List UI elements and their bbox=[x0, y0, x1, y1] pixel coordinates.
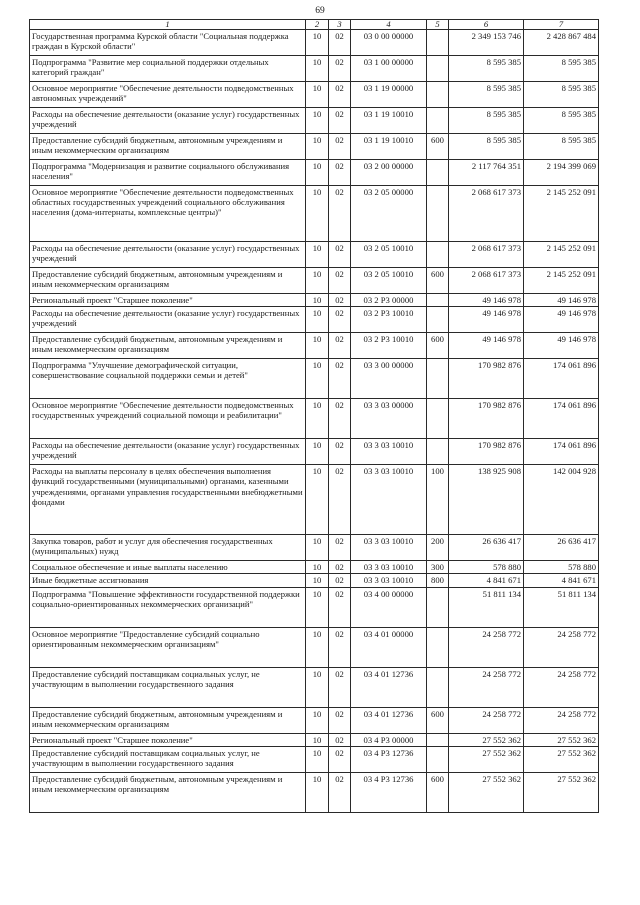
row-amount-year1: 24 258 772 bbox=[449, 707, 524, 733]
row-section: 10 bbox=[306, 134, 329, 160]
row-expense-type: 600 bbox=[427, 268, 449, 294]
table-row bbox=[30, 399, 599, 439]
row-section: 10 bbox=[306, 333, 329, 359]
row-name: Расходы на обеспечение деятельности (оказание услуг) государственных учреждений bbox=[30, 307, 306, 333]
row-target-article: 03 4 01 00000 bbox=[351, 627, 427, 667]
row-expense-type bbox=[427, 439, 449, 465]
row-subsection: 02 bbox=[329, 108, 351, 134]
table-row bbox=[30, 535, 599, 561]
column-header: 4 bbox=[351, 20, 427, 30]
row-amount-year1: 49 146 978 bbox=[449, 294, 524, 307]
row-name: Основное мероприятие "Обеспечение деятельности подведомственных автономных учреждений" bbox=[30, 82, 306, 108]
row-section: 10 bbox=[306, 186, 329, 242]
row-expense-type: 600 bbox=[427, 772, 449, 812]
row-expense-type bbox=[427, 242, 449, 268]
row-section: 10 bbox=[306, 56, 329, 82]
row-amount-year2: 49 146 978 bbox=[524, 333, 599, 359]
page-number: 69 bbox=[315, 6, 325, 16]
row-target-article: 03 4 P3 00000 bbox=[351, 733, 427, 746]
row-amount-year2: 142 004 928 bbox=[524, 465, 599, 535]
row-subsection: 02 bbox=[329, 587, 351, 627]
table-row bbox=[30, 667, 599, 707]
row-expense-type: 600 bbox=[427, 333, 449, 359]
row-subsection: 02 bbox=[329, 56, 351, 82]
row-target-article: 03 1 00 00000 bbox=[351, 56, 427, 82]
row-amount-year2: 27 552 362 bbox=[524, 746, 599, 772]
table-row bbox=[30, 587, 599, 627]
row-expense-type bbox=[427, 587, 449, 627]
row-section: 10 bbox=[306, 307, 329, 333]
row-amount-year1: 578 880 bbox=[449, 561, 524, 574]
table-row bbox=[30, 733, 599, 746]
row-target-article: 03 2 05 10010 bbox=[351, 268, 427, 294]
row-name: Региональный проект "Старшее поколение" bbox=[30, 294, 306, 307]
budget-table bbox=[29, 19, 599, 813]
table-row bbox=[30, 30, 599, 56]
row-amount-year2: 27 552 362 bbox=[524, 733, 599, 746]
row-subsection: 02 bbox=[329, 134, 351, 160]
row-subsection: 02 bbox=[329, 333, 351, 359]
table-row bbox=[30, 56, 599, 82]
table-row bbox=[30, 294, 599, 307]
row-amount-year2: 26 636 417 bbox=[524, 535, 599, 561]
table-row bbox=[30, 439, 599, 465]
row-target-article: 03 3 03 10010 bbox=[351, 535, 427, 561]
row-subsection: 02 bbox=[329, 359, 351, 399]
row-section: 10 bbox=[306, 30, 329, 56]
row-section: 10 bbox=[306, 535, 329, 561]
row-expense-type bbox=[427, 160, 449, 186]
row-name: Подпрограмма "Развитие мер социальной поддержки отдельных категорий граждан" bbox=[30, 56, 306, 82]
column-header: 5 bbox=[427, 20, 449, 30]
row-section: 10 bbox=[306, 465, 329, 535]
row-amount-year2: 2 194 399 069 bbox=[524, 160, 599, 186]
row-subsection: 02 bbox=[329, 160, 351, 186]
row-name: Закупка товаров, работ и услуг для обеспечения государственных (муниципальных) нужд bbox=[30, 535, 306, 561]
table-row bbox=[30, 359, 599, 399]
row-amount-year1: 51 811 134 bbox=[449, 587, 524, 627]
column-header: 6 bbox=[449, 20, 524, 30]
row-amount-year2: 49 146 978 bbox=[524, 294, 599, 307]
row-amount-year1: 27 552 362 bbox=[449, 746, 524, 772]
row-subsection: 02 bbox=[329, 242, 351, 268]
row-amount-year2: 2 145 252 091 bbox=[524, 242, 599, 268]
row-subsection: 02 bbox=[329, 561, 351, 574]
row-amount-year2: 24 258 772 bbox=[524, 667, 599, 707]
row-target-article: 03 3 03 00000 bbox=[351, 399, 427, 439]
table-row bbox=[30, 160, 599, 186]
row-subsection: 02 bbox=[329, 30, 351, 56]
row-amount-year2: 2 428 867 484 bbox=[524, 30, 599, 56]
row-name: Предоставление субсидий поставщикам социальных услуг, не участвующим в выполнении государственного задания bbox=[30, 667, 306, 707]
row-target-article: 03 1 19 10010 bbox=[351, 134, 427, 160]
row-name: Предоставление субсидий бюджетным, автономным учреждениям и иным некоммерческим организациям bbox=[30, 707, 306, 733]
row-subsection: 02 bbox=[329, 772, 351, 812]
row-section: 10 bbox=[306, 294, 329, 307]
column-number-row bbox=[30, 20, 599, 30]
row-name: Основное мероприятие "Обеспечение деятельности подведомственных государственных учреждений социальной помощи и реабилитации" bbox=[30, 399, 306, 439]
row-expense-type bbox=[427, 186, 449, 242]
row-expense-type bbox=[427, 30, 449, 56]
row-name: Подпрограмма "Модернизация и развитие социального обслуживания населения" bbox=[30, 160, 306, 186]
table-row bbox=[30, 307, 599, 333]
row-subsection: 02 bbox=[329, 82, 351, 108]
row-target-article: 03 4 00 00000 bbox=[351, 587, 427, 627]
row-section: 10 bbox=[306, 399, 329, 439]
row-subsection: 02 bbox=[329, 465, 351, 535]
row-target-article: 03 2 P3 00000 bbox=[351, 294, 427, 307]
row-name: Основное мероприятие "Предоставление субсидий социально ориентированным некоммерческим организациям" bbox=[30, 627, 306, 667]
table-row bbox=[30, 772, 599, 812]
row-name: Предоставление субсидий поставщикам социальных услуг, не участвующим в выполнении государственного задания bbox=[30, 746, 306, 772]
row-section: 10 bbox=[306, 707, 329, 733]
row-subsection: 02 bbox=[329, 186, 351, 242]
row-subsection: 02 bbox=[329, 667, 351, 707]
table-row bbox=[30, 627, 599, 667]
row-amount-year2: 8 595 385 bbox=[524, 134, 599, 160]
row-expense-type: 600 bbox=[427, 134, 449, 160]
row-amount-year2: 49 146 978 bbox=[524, 307, 599, 333]
table-row bbox=[30, 707, 599, 733]
row-section: 10 bbox=[306, 359, 329, 399]
row-expense-type: 800 bbox=[427, 574, 449, 587]
row-target-article: 03 4 P3 12736 bbox=[351, 746, 427, 772]
row-section: 10 bbox=[306, 587, 329, 627]
row-target-article: 03 2 05 10010 bbox=[351, 242, 427, 268]
row-amount-year1: 170 982 876 bbox=[449, 359, 524, 399]
row-target-article: 03 3 00 00000 bbox=[351, 359, 427, 399]
row-target-article: 03 4 P3 12736 bbox=[351, 772, 427, 812]
row-name: Подпрограмма "Улучшение демографической ситуации, совершенствование социальной поддержки семьи и детей" bbox=[30, 359, 306, 399]
column-header: 7 bbox=[524, 20, 599, 30]
row-expense-type: 300 bbox=[427, 561, 449, 574]
row-expense-type bbox=[427, 627, 449, 667]
table-row bbox=[30, 465, 599, 535]
row-subsection: 02 bbox=[329, 574, 351, 587]
row-name: Расходы на обеспечение деятельности (оказание услуг) государственных учреждений bbox=[30, 242, 306, 268]
table-row bbox=[30, 134, 599, 160]
row-name: Расходы на выплаты персоналу в целях обеспечения выполнения функций государственными (муниципальными) органами, казенными учреждениями, органами управления государственными внебюджетными фондами bbox=[30, 465, 306, 535]
row-expense-type: 600 bbox=[427, 707, 449, 733]
row-amount-year1: 2 068 617 373 bbox=[449, 186, 524, 242]
row-amount-year1: 2 068 617 373 bbox=[449, 268, 524, 294]
row-section: 10 bbox=[306, 574, 329, 587]
table-row bbox=[30, 561, 599, 574]
row-amount-year1: 49 146 978 bbox=[449, 307, 524, 333]
table-row bbox=[30, 186, 599, 242]
row-section: 10 bbox=[306, 746, 329, 772]
row-amount-year2: 24 258 772 bbox=[524, 627, 599, 667]
table-row bbox=[30, 746, 599, 772]
row-subsection: 02 bbox=[329, 307, 351, 333]
row-section: 10 bbox=[306, 108, 329, 134]
row-subsection: 02 bbox=[329, 746, 351, 772]
row-amount-year1: 2 068 617 373 bbox=[449, 242, 524, 268]
row-target-article: 03 0 00 00000 bbox=[351, 30, 427, 56]
row-amount-year2: 2 145 252 091 bbox=[524, 268, 599, 294]
row-amount-year2: 51 811 134 bbox=[524, 587, 599, 627]
row-amount-year1: 26 636 417 bbox=[449, 535, 524, 561]
row-target-article: 03 3 03 10010 bbox=[351, 561, 427, 574]
row-section: 10 bbox=[306, 561, 329, 574]
row-expense-type: 200 bbox=[427, 535, 449, 561]
row-amount-year2: 174 061 896 bbox=[524, 399, 599, 439]
row-name: Предоставление субсидий бюджетным, автономным учреждениям и иным некоммерческим организациям bbox=[30, 268, 306, 294]
row-name: Предоставление субсидий бюджетным, автономным учреждениям и иным некоммерческим организациям bbox=[30, 772, 306, 812]
row-amount-year1: 8 595 385 bbox=[449, 108, 524, 134]
row-expense-type bbox=[427, 294, 449, 307]
row-expense-type bbox=[427, 359, 449, 399]
row-name: Государственная программа Курской области "Социальная поддержка граждан в Курской области" bbox=[30, 30, 306, 56]
row-amount-year2: 2 145 252 091 bbox=[524, 186, 599, 242]
row-subsection: 02 bbox=[329, 707, 351, 733]
row-subsection: 02 bbox=[329, 399, 351, 439]
row-expense-type bbox=[427, 733, 449, 746]
row-amount-year2: 174 061 896 bbox=[524, 359, 599, 399]
row-section: 10 bbox=[306, 242, 329, 268]
row-target-article: 03 3 03 10010 bbox=[351, 439, 427, 465]
column-header: 1 bbox=[30, 20, 306, 30]
row-section: 10 bbox=[306, 733, 329, 746]
row-amount-year2: 8 595 385 bbox=[524, 108, 599, 134]
row-section: 10 bbox=[306, 627, 329, 667]
row-name: Региональный проект "Старшее поколение" bbox=[30, 733, 306, 746]
row-subsection: 02 bbox=[329, 294, 351, 307]
row-expense-type bbox=[427, 82, 449, 108]
row-name: Предоставление субсидий бюджетным, автономным учреждениям и иным некоммерческим организациям bbox=[30, 134, 306, 160]
row-name: Основное мероприятие "Обеспечение деятельности подведомственных областных государственных учреждений социального обслуживания населения (дома-интернаты, комплексные центры)" bbox=[30, 186, 306, 242]
row-name: Предоставление субсидий бюджетным, автономным учреждениям и иным некоммерческим организациям bbox=[30, 333, 306, 359]
row-expense-type bbox=[427, 399, 449, 439]
row-amount-year2: 8 595 385 bbox=[524, 82, 599, 108]
row-name: Иные бюджетные ассигнования bbox=[30, 574, 306, 587]
row-amount-year1: 8 595 385 bbox=[449, 82, 524, 108]
row-target-article: 03 2 05 00000 bbox=[351, 186, 427, 242]
row-section: 10 bbox=[306, 160, 329, 186]
row-amount-year1: 24 258 772 bbox=[449, 627, 524, 667]
table-row bbox=[30, 333, 599, 359]
table-row bbox=[30, 268, 599, 294]
row-section: 10 bbox=[306, 667, 329, 707]
column-header: 3 bbox=[329, 20, 351, 30]
row-amount-year1: 138 925 908 bbox=[449, 465, 524, 535]
row-amount-year1: 2 349 153 746 bbox=[449, 30, 524, 56]
row-expense-type: 100 bbox=[427, 465, 449, 535]
row-subsection: 02 bbox=[329, 535, 351, 561]
row-amount-year1: 27 552 362 bbox=[449, 733, 524, 746]
row-subsection: 02 bbox=[329, 627, 351, 667]
row-amount-year1: 170 982 876 bbox=[449, 439, 524, 465]
table-row bbox=[30, 108, 599, 134]
row-target-article: 03 2 P3 10010 bbox=[351, 333, 427, 359]
row-subsection: 02 bbox=[329, 733, 351, 746]
row-target-article: 03 1 19 00000 bbox=[351, 82, 427, 108]
row-amount-year1: 2 117 764 351 bbox=[449, 160, 524, 186]
row-amount-year2: 578 880 bbox=[524, 561, 599, 574]
row-name: Расходы на обеспечение деятельности (оказание услуг) государственных учреждений bbox=[30, 439, 306, 465]
row-section: 10 bbox=[306, 268, 329, 294]
table-row bbox=[30, 574, 599, 587]
row-section: 10 bbox=[306, 439, 329, 465]
row-amount-year1: 24 258 772 bbox=[449, 667, 524, 707]
row-expense-type bbox=[427, 746, 449, 772]
table-row bbox=[30, 82, 599, 108]
row-amount-year1: 8 595 385 bbox=[449, 134, 524, 160]
row-name: Социальное обеспечение и иные выплаты населению bbox=[30, 561, 306, 574]
row-name: Подпрограмма "Повышение эффективности государственной поддержки социально-ориентированных некоммерческих организаций" bbox=[30, 587, 306, 627]
row-amount-year2: 27 552 362 bbox=[524, 772, 599, 812]
row-amount-year2: 24 258 772 bbox=[524, 707, 599, 733]
row-name: Расходы на обеспечение деятельности (оказание услуг) государственных учреждений bbox=[30, 108, 306, 134]
row-amount-year1: 27 552 362 bbox=[449, 772, 524, 812]
table-row bbox=[30, 242, 599, 268]
row-target-article: 03 1 19 10010 bbox=[351, 108, 427, 134]
row-amount-year2: 4 841 671 bbox=[524, 574, 599, 587]
row-amount-year2: 174 061 896 bbox=[524, 439, 599, 465]
row-target-article: 03 3 03 10010 bbox=[351, 574, 427, 587]
row-target-article: 03 4 01 12736 bbox=[351, 707, 427, 733]
row-section: 10 bbox=[306, 772, 329, 812]
row-target-article: 03 3 03 10010 bbox=[351, 465, 427, 535]
row-amount-year1: 8 595 385 bbox=[449, 56, 524, 82]
row-target-article: 03 4 01 12736 bbox=[351, 667, 427, 707]
row-subsection: 02 bbox=[329, 439, 351, 465]
row-expense-type bbox=[427, 108, 449, 134]
row-amount-year1: 170 982 876 bbox=[449, 399, 524, 439]
row-expense-type bbox=[427, 56, 449, 82]
row-amount-year1: 49 146 978 bbox=[449, 333, 524, 359]
row-section: 10 bbox=[306, 82, 329, 108]
row-expense-type bbox=[427, 667, 449, 707]
row-target-article: 03 2 00 00000 bbox=[351, 160, 427, 186]
row-target-article: 03 2 P3 10010 bbox=[351, 307, 427, 333]
row-expense-type bbox=[427, 307, 449, 333]
row-amount-year1: 4 841 671 bbox=[449, 574, 524, 587]
column-header: 2 bbox=[306, 20, 329, 30]
row-subsection: 02 bbox=[329, 268, 351, 294]
row-amount-year2: 8 595 385 bbox=[524, 56, 599, 82]
